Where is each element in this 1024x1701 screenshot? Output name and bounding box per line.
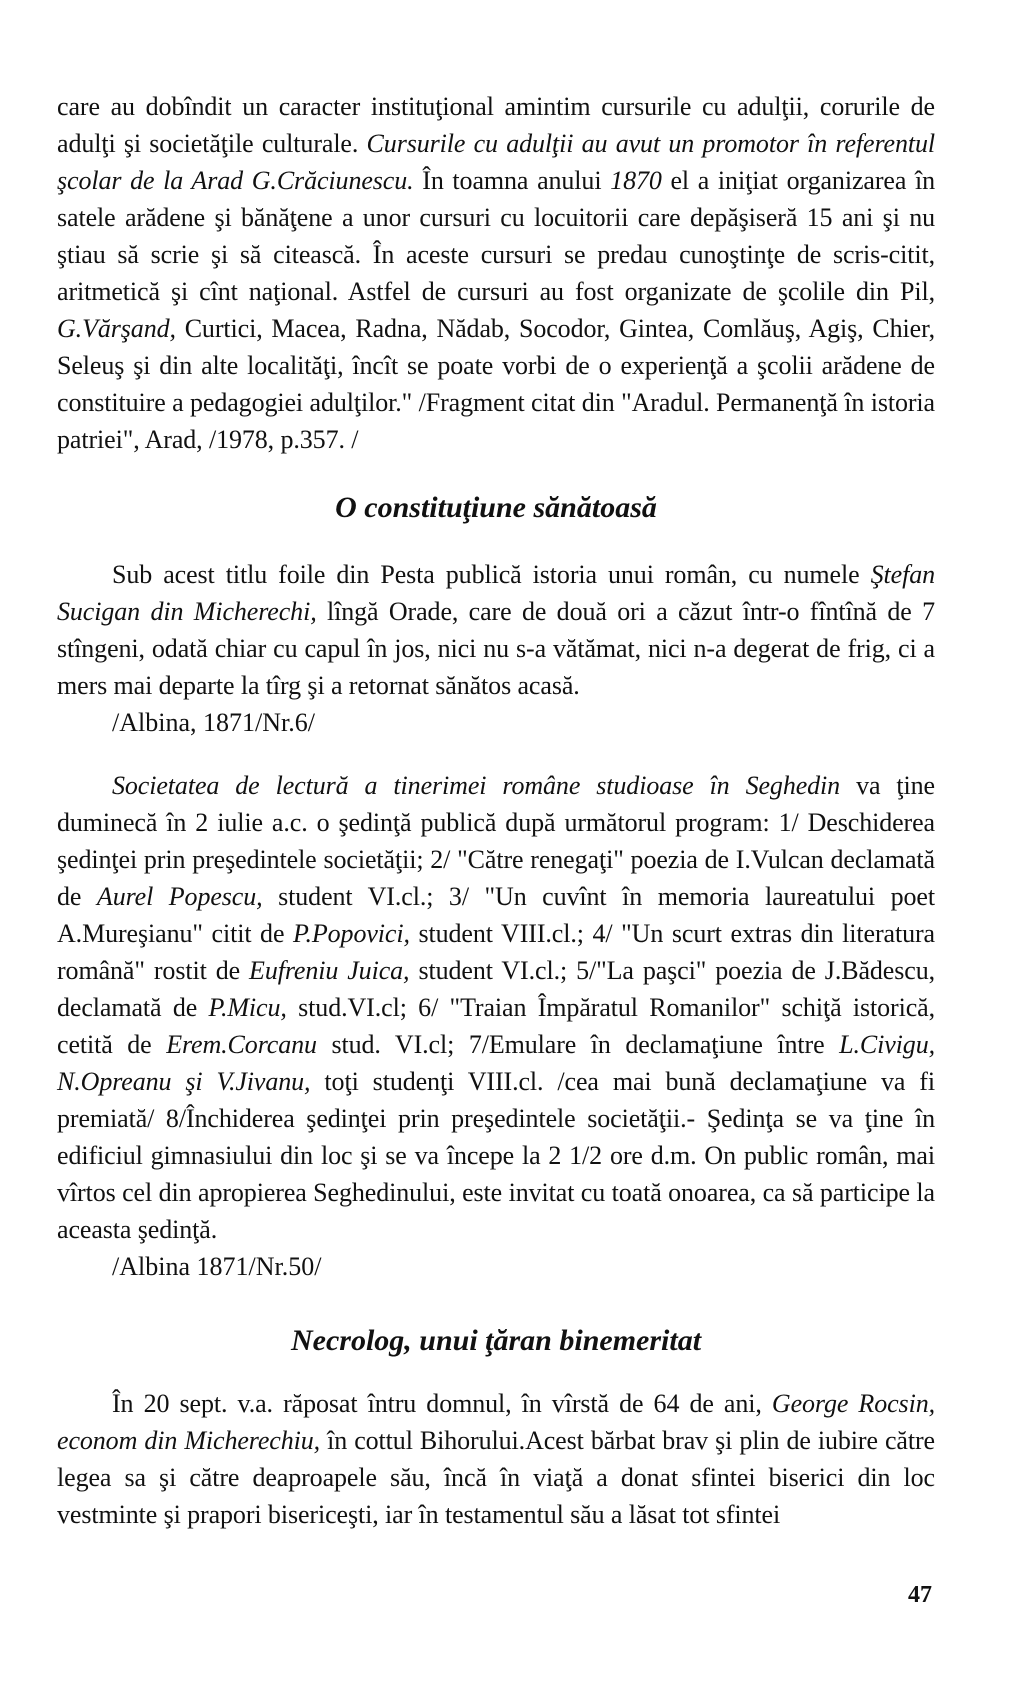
- section2-text-6: stud. VI.cl; 7/Emulare în declamaţiune între: [316, 1030, 840, 1059]
- section2-italic-6: Erem.Corcanu: [166, 1030, 317, 1059]
- section2-paragraph: [57, 767, 935, 1248]
- section1-italic-1: Ştefan Sucigan din Micherechi,: [57, 560, 935, 626]
- section2-italic-1: Societatea de lectură a tinerimei române studioase în Seghedin: [112, 771, 841, 800]
- section2-italic-7: L.Civigu, N.Opreanu şi V.Jivanu,: [57, 1030, 935, 1096]
- section1-title: O constituţiune sănătoasă: [335, 491, 657, 524]
- document-page: [57, 88, 935, 1533]
- intro-italic-1: Cursurile cu adulţii au avut un promotor în referentul şcolar de la Arad G.Crăciunescu.: [57, 129, 935, 195]
- intro-italic-2: 1870: [610, 166, 662, 195]
- section2-italic-3: P.Popovici,: [293, 919, 410, 948]
- section2-text-4: student VI.cl.; 5/"La paşci" poezia de J.Bădescu, declamată de: [57, 956, 936, 1022]
- intro-text-2: În toamna anului: [413, 166, 611, 195]
- section3-paragraph: [57, 1385, 935, 1533]
- page-number: 47: [908, 1582, 932, 1608]
- section1-text-1: Sub acest titlu foile din Pesta publică istoria unui român, cu numele: [112, 560, 871, 589]
- intro-paragraph: [57, 88, 935, 458]
- section2-text-1: va ţine duminecă în 2 iulie a.c. o şedinţă publică după următorul program: 1/ Deschiderea şedinţei prin preşedintele societăţii; 2/ "Către renegaţi" poezia de I.Vulcan declamată de: [57, 771, 935, 911]
- section2-text-3: student VIII.cl.; 4/ "Un scurt extras din literatura română" rostit de: [57, 919, 935, 985]
- section3-text-2: în cottul Bihorului.Acest bărbat brav şi plin de iubire către legea sa şi către deaproapele său, încă în viaţă a donat sfintei biserici din loc vestminte şi prapori bisericeşti, iar în testamentul său a lăsat tot sfintei: [57, 1426, 935, 1529]
- section2-italic-5: P.Micu,: [208, 993, 287, 1022]
- section2-text-2: student VI.cl.; 3/ "Un cuvînt în memoria laureatului poet A.Mureşianu" citit de: [57, 882, 935, 948]
- section2-italic-2: Aurel Popescu,: [96, 882, 263, 911]
- section2-italic-4: Eufreniu Juica,: [249, 956, 410, 985]
- section3-italic-1: George Rocsin, econom din Micherechiu,: [57, 1389, 935, 1455]
- section3-text-1: În 20 sept. v.a. răposat întru domnul, în vîrstă de 64 de ani,: [112, 1389, 772, 1418]
- section2-text-5: stud.VI.cl; 6/ "Traian Împăratul Romanilor" schiţă istorică, cetită de: [57, 993, 935, 1059]
- section1-text-2: lîngă Orade, care de două ori a căzut într-o fîntînă de 7 stîngeni, odată chiar cu capul în jos, nici nu s-a vătămat, nici n-a degerat de frig, ci a mers mai departe la tîrg şi a retornat sănătos acasă.: [57, 597, 935, 700]
- intro-text-3: el a iniţiat organizarea în satele arădene şi bănăţene a unor cursuri cu locuitorii care depăşiseră 15 ani şi nu ştiau să scrie şi să citească. În aceste cursuri se predau cunoştinţe de scris-citit, aritmetică şi cînt naţional. Astfel de cursuri au fost organizate de şcolile din Pil,: [57, 166, 935, 306]
- section1-paragraph: [57, 556, 935, 704]
- section2-text-7: toţi studenţi VIII.cl. /cea mai bună declamaţiune va fi premiată/ 8/Închiderea şedinţei prin preşedintele societăţii.- Şedinţa se va ţine în edificiul gimnasiului din loc şi se va începe la 2 1/2 ore d.m. On public român, mai vîrtos cel din apropierea Seghedinului, este invitat cu toată onoarea, ca să participe la aceasta şedinţă.: [57, 1067, 935, 1244]
- section1-source: /Albina, 1871/Nr.6/: [112, 708, 315, 737]
- intro-italic-3: G.Vărşand,: [57, 314, 176, 343]
- section3-title: Necrolog, unui ţăran binemeritat: [290, 1324, 702, 1357]
- intro-text-4: Curtici, Macea, Radna, Nădab, Socodor, Gintea, Comlăuş, Agiş, Chier, Seleuş şi din alte localităţi, încît se poate vorbi de o experienţă a şcolii arădene de constituire a pedagogiei adulţilor." /Fragment citat din "Aradul. Permanenţă în istoria patriei", Arad, /1978, p.357. /: [57, 314, 935, 454]
- intro-text-1: care au dobîndit un caracter instituţional amintim cursurile cu adulţii, corurile de adulţi şi societăţile culturale.: [57, 92, 935, 158]
- section2-source: /Albina 1871/Nr.50/: [112, 1252, 322, 1281]
